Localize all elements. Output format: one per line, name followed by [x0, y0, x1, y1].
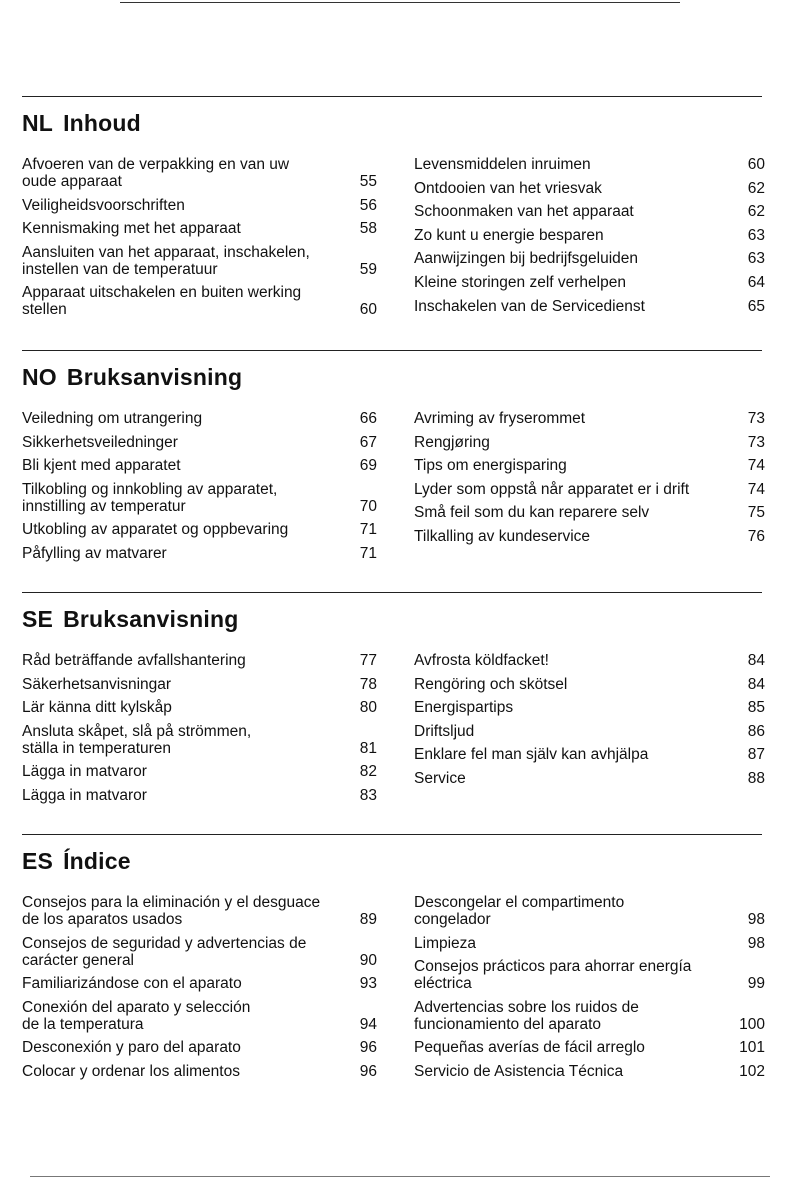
toc-entry [414, 227, 765, 244]
toc-entry-line: Aansluiten van het apparaat, inschakelen, [22, 243, 310, 261]
section-heading [22, 848, 131, 875]
toc-page-number: 65 [747, 297, 765, 315]
toc-entry-title [414, 999, 727, 1033]
toc-page-number: 86 [747, 722, 765, 740]
toc-entry-line: Conexión del aparato y selección [22, 998, 251, 1016]
toc-entry-line: Consejos de seguridad y advertencias de [22, 934, 307, 952]
toc-entry-line: Enklare fel man själv kan avhjälpa [414, 746, 649, 764]
toc-page-number: 85 [747, 699, 765, 717]
toc-page-number: 96 [359, 1039, 377, 1057]
toc-entry-line: Descongelar el compartimento [414, 894, 625, 911]
toc-entry [22, 763, 377, 780]
toc-entry-title [22, 787, 347, 804]
toc-entry-line: stellen [22, 301, 67, 319]
toc-page-number: 100 [739, 1015, 765, 1033]
toc-entry-title [22, 457, 347, 474]
toc-page-number: 88 [747, 769, 765, 787]
toc-entry-title [414, 410, 735, 427]
toc-entry-line: Tilkobling og innkobling av apparatet, [22, 480, 278, 498]
toc-page-number: 74 [747, 457, 765, 475]
toc-entry-title [22, 434, 347, 451]
toc-entry-title [22, 975, 347, 992]
toc-entry [22, 999, 377, 1033]
section-rule [22, 592, 762, 593]
toc-entry-title [414, 770, 735, 787]
toc-page-number: 80 [359, 699, 377, 717]
toc-entry [414, 298, 765, 315]
toc-entry-line: Driftsljud [414, 722, 475, 740]
toc-page-number: 63 [747, 250, 765, 268]
toc-entry [414, 999, 765, 1033]
page-bottom-rule [30, 1176, 770, 1177]
toc-entry [22, 284, 377, 318]
section-title: Bruksanvisning [66, 364, 243, 390]
toc-page-number: 62 [747, 203, 765, 221]
toc-entry [22, 935, 377, 969]
toc-entry [414, 746, 765, 763]
toc-entry-title [414, 227, 735, 244]
toc-entry [414, 274, 765, 291]
section-language-code: NO [22, 364, 57, 390]
toc-entry [22, 457, 377, 474]
toc-entry-title [22, 699, 347, 716]
toc-page-number: 73 [747, 433, 765, 451]
toc-entry-line: Servicio de Asistencia Técnica [414, 1062, 624, 1080]
toc-entry-line: Consejos prácticos para ahorrar energía [414, 958, 692, 976]
toc-entry [414, 770, 765, 787]
toc-entry-line: Levensmiddelen inruimen [414, 156, 591, 173]
section-heading [22, 364, 242, 391]
toc-entry-title [414, 935, 735, 952]
toc-entry [414, 935, 765, 952]
toc-entry [22, 545, 377, 562]
toc-entry-line: Rengjøring [414, 433, 490, 451]
toc-entry-line: Bli kjent med apparatet [22, 457, 181, 475]
toc-entry-title [22, 197, 347, 214]
toc-entry [414, 528, 765, 545]
section-title: Inhoud [63, 110, 141, 136]
toc-entry-title [414, 457, 735, 474]
toc-page-number: 84 [747, 652, 765, 669]
toc-page-number: 76 [747, 527, 765, 545]
toc-entry-line: Råd beträffande avfallshantering [22, 652, 246, 669]
toc-entry-line: Utkobling av apparatet og oppbevaring [22, 521, 289, 539]
toc-page-number: 96 [359, 1062, 377, 1080]
toc-entry-line: Kleine storingen zelf verhelpen [414, 273, 626, 291]
toc-entry-title [22, 935, 347, 969]
section-rule [22, 834, 762, 835]
toc-entry-line: de los aparatos usados [22, 911, 183, 928]
toc-entry-title [22, 723, 347, 757]
toc-entry [414, 434, 765, 451]
toc-entry [22, 481, 377, 515]
toc-entry-line: Säkerhetsanvisningar [22, 675, 172, 693]
section-heading [22, 606, 238, 633]
toc-entry [22, 787, 377, 804]
toc-entry-title [414, 504, 735, 521]
toc-entry-title [414, 434, 735, 451]
toc-entry [414, 723, 765, 740]
toc-page-number: 71 [359, 544, 377, 562]
toc-entry-line: Lägga in matvaror [22, 763, 147, 781]
toc-column-right [414, 894, 765, 1087]
toc-page-number: 59 [359, 260, 377, 278]
toc-entry-line: Service [414, 769, 466, 787]
toc-entry [22, 410, 377, 427]
toc-page-number: 98 [747, 911, 765, 928]
toc-entry-line: Aanwijzingen bij bedrijfsgeluiden [414, 250, 639, 268]
toc-page-number: 93 [359, 975, 377, 993]
toc-page-number: 73 [747, 410, 765, 427]
toc-entry-line: Schoonmaken van het apparaat [414, 203, 634, 221]
toc-entry-line: Advertencias sobre los ruidos de [414, 998, 639, 1016]
toc-entry-line: Lägga in matvaror [22, 786, 147, 804]
toc-entry-title [22, 894, 347, 928]
toc-column-left [22, 410, 377, 569]
toc-entry-title [414, 156, 735, 173]
toc-page-number: 60 [359, 301, 377, 319]
toc-entry [22, 156, 377, 190]
toc-entry-line: Limpieza [414, 934, 477, 952]
toc-entry-title [22, 763, 347, 780]
toc-entry [414, 203, 765, 220]
toc-entry-line: Påfylling av matvarer [22, 544, 167, 562]
toc-entry [414, 457, 765, 474]
toc-entry [414, 250, 765, 267]
section-rule [22, 350, 762, 351]
toc-entry-line: funcionamiento del aparato [414, 1015, 601, 1033]
toc-entry-line: Rengöring och skötsel [414, 675, 568, 693]
toc-entry-line: Apparaat uitschakelen en buiten werking [22, 284, 302, 302]
toc-entry [22, 975, 377, 992]
toc-page-number: 55 [359, 173, 377, 190]
toc-entry-line: instellen van de temperatuur [22, 260, 218, 278]
toc-entry [22, 894, 377, 928]
toc-column-left [22, 156, 377, 325]
toc-entry-title [414, 1039, 727, 1056]
toc-entry-line: Tips om energisparing [414, 457, 567, 475]
toc-entry-line: Avriming av fryserommet [414, 410, 586, 427]
toc-page-number: 99 [747, 975, 765, 993]
toc-entry [22, 197, 377, 214]
toc-entry-title [22, 156, 347, 190]
toc-page-number: 63 [747, 226, 765, 244]
toc-entry-title [414, 274, 735, 291]
toc-entry-line: Lär känna ditt kylskåp [22, 699, 172, 717]
toc-entry-line: Inschakelen van de Servicedienst [414, 297, 645, 315]
toc-column-left [22, 652, 377, 811]
toc-entry-line: Små feil som du kan reparere selv [414, 504, 650, 522]
toc-entry-title [414, 180, 735, 197]
toc-entry-title [22, 220, 347, 237]
toc-entry [22, 1063, 377, 1080]
toc-page-number: 102 [739, 1062, 765, 1080]
toc-entry [22, 244, 377, 278]
toc-entry-title [22, 521, 347, 538]
toc-page-number: 64 [747, 273, 765, 291]
toc-entry [22, 434, 377, 451]
toc-entry-line: Tilkalling av kundeservice [414, 527, 591, 545]
toc-entry-line: Consejos para la eliminación y el desguace [22, 894, 321, 911]
toc-page-number: 78 [359, 675, 377, 693]
toc-entry-title [22, 410, 347, 427]
toc-entry [414, 410, 765, 427]
toc-entry-title [22, 1063, 347, 1080]
toc-entry-line: Ansluta skåpet, slå på strömmen, [22, 722, 252, 740]
toc-page-number: 89 [359, 911, 377, 928]
toc-entry-title [22, 1039, 347, 1056]
toc-page-number: 81 [359, 739, 377, 757]
toc-page-number: 101 [739, 1039, 765, 1057]
toc-entry-title [414, 298, 735, 315]
toc-entry [414, 676, 765, 693]
toc-page-number: 77 [359, 652, 377, 669]
section-language-code: SE [22, 606, 54, 632]
toc-entry [414, 894, 765, 928]
toc-entry-line: eléctrica [414, 975, 472, 993]
toc-entry-line: de la temperatura [22, 1015, 144, 1033]
toc-entry-title [414, 723, 735, 740]
toc-entry [22, 652, 377, 669]
toc-entry-line: ställa in temperaturen [22, 739, 172, 757]
toc-page-number: 69 [359, 457, 377, 475]
toc-entry-title [414, 250, 735, 267]
toc-page-number: 75 [747, 504, 765, 522]
toc-entry [22, 220, 377, 237]
toc-entry-title [414, 894, 735, 928]
toc-entry-line: innstilling av temperatur [22, 497, 186, 515]
toc-entry-line: Colocar y ordenar los alimentos [22, 1062, 240, 1080]
toc-entry [414, 156, 765, 173]
toc-page-number: 56 [359, 196, 377, 214]
toc-entry-title [414, 958, 735, 992]
toc-entry-title [414, 676, 735, 693]
toc-entry-line: Ontdooien van het vriesvak [414, 179, 602, 197]
toc-entry-line: Zo kunt u energie besparen [414, 226, 604, 244]
toc-entry-title [414, 699, 735, 716]
toc-entry [414, 1063, 765, 1080]
toc-entry [414, 504, 765, 521]
toc-page-number: 84 [747, 675, 765, 693]
toc-column-right [414, 156, 765, 321]
toc-page-number: 94 [359, 1015, 377, 1033]
toc-entry-title [22, 676, 347, 693]
toc-column-right [414, 410, 765, 552]
toc-entry [414, 481, 765, 498]
toc-entry-title [414, 652, 735, 669]
toc-entry [414, 699, 765, 716]
toc-entry-title [22, 481, 347, 515]
toc-page-number: 67 [359, 433, 377, 451]
toc-entry-line: Lyder som oppstå når apparatet er i drift [414, 480, 690, 498]
toc-page-number: 82 [359, 763, 377, 781]
section-title: Índice [63, 848, 131, 874]
toc-entry-line: Veiligheidsvoorschriften [22, 196, 185, 214]
toc-page-number: 83 [359, 786, 377, 804]
toc-page-number: 60 [747, 156, 765, 173]
toc-page-number: 98 [747, 934, 765, 952]
toc-page-number: 90 [359, 951, 377, 969]
toc-entry-title [22, 284, 347, 318]
toc-entry [22, 521, 377, 538]
toc-entry [414, 652, 765, 669]
toc-column-right [414, 652, 765, 794]
toc-entry [414, 180, 765, 197]
toc-page-number: 71 [359, 521, 377, 539]
toc-entry [414, 1039, 765, 1056]
toc-entry-line: oude apparaat [22, 173, 122, 190]
toc-page-number: 70 [359, 497, 377, 515]
section-rule [22, 96, 762, 97]
toc-column-left [22, 894, 377, 1087]
toc-entry-line: congelador [414, 911, 491, 928]
toc-entry-line: Desconexión y paro del aparato [22, 1039, 241, 1057]
toc-entry-line: Familiarizándose con el aparato [22, 975, 242, 993]
section-heading [22, 110, 141, 137]
toc-entry-line: Kennismaking met het apparaat [22, 220, 241, 238]
toc-page-number: 87 [747, 746, 765, 764]
toc-entry [414, 958, 765, 992]
toc-entry-line: Pequeñas averías de fácil arreglo [414, 1039, 645, 1057]
toc-entry-line: Sikkerhetsveiledninger [22, 433, 178, 451]
toc-entry [22, 1039, 377, 1056]
toc-page-number: 74 [747, 480, 765, 498]
toc-entry-title [22, 652, 347, 669]
toc-entry-title [22, 545, 347, 562]
toc-page-number: 58 [359, 220, 377, 238]
toc-entry-title [414, 203, 735, 220]
toc-entry-line: Avfrosta köldfacket! [414, 652, 549, 669]
toc-entry-line: carácter general [22, 951, 135, 969]
toc-entry-line: Veiledning om utrangering [22, 410, 203, 427]
toc-entry-title [414, 1063, 727, 1080]
section-language-code: NL [22, 110, 54, 136]
toc-entry-title [22, 244, 347, 278]
toc-entry [22, 699, 377, 716]
toc-entry-title [414, 481, 735, 498]
toc-page-number: 66 [359, 410, 377, 427]
toc-page-number: 62 [747, 179, 765, 197]
toc-entry-title [414, 528, 735, 545]
page-top-rule [120, 2, 680, 3]
toc-entry-line: Energispartips [414, 699, 514, 717]
toc-entry [22, 676, 377, 693]
toc-entry-line: Afvoeren van de verpakking en van uw [22, 156, 290, 173]
toc-entry-title [22, 999, 347, 1033]
section-language-code: ES [22, 848, 54, 874]
toc-entry-title [414, 746, 735, 763]
toc-entry [22, 723, 377, 757]
section-title: Bruksanvisning [63, 606, 239, 632]
